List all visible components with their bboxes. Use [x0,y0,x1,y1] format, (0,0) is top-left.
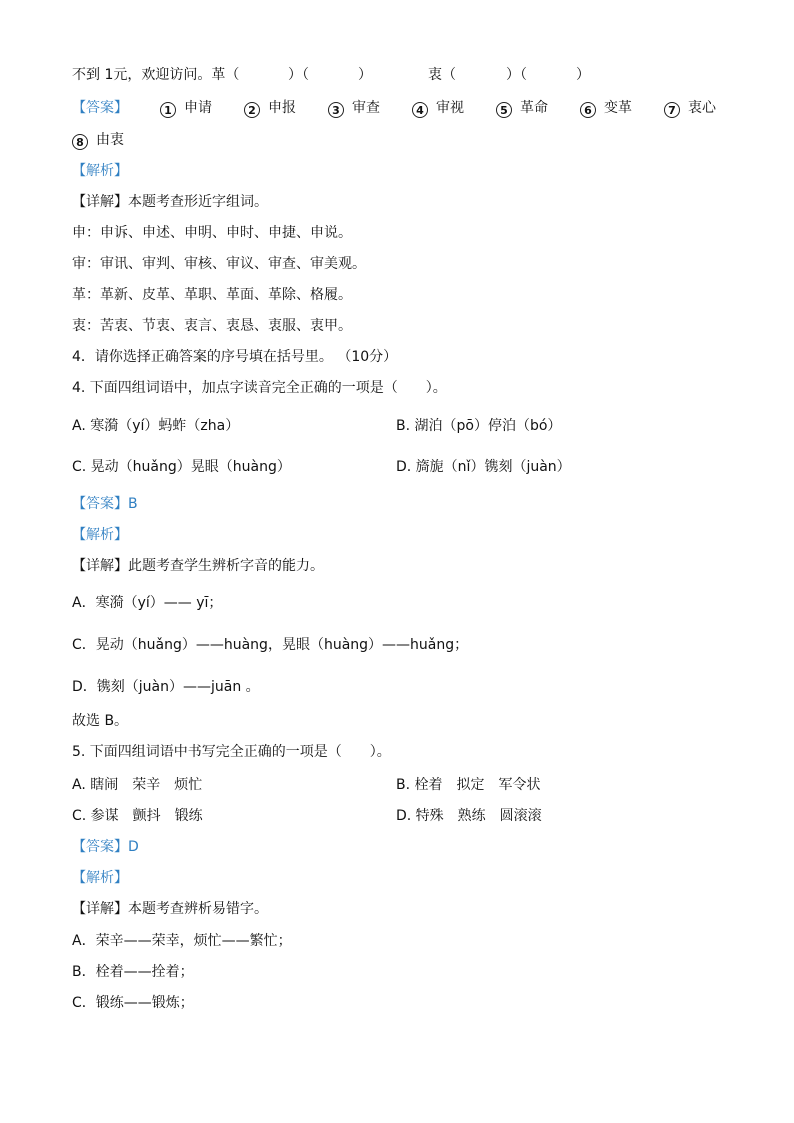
section-heading: 4．请你选择正确答案的序号填在括号里。 （10分） [72,349,398,365]
circled-number: 6 [580,102,596,118]
conclusion: 故选 B。 [72,713,129,729]
answer-text: 审查 [352,100,380,116]
explanation-line: C．晃动（huǎng）——huàng，晃眼（huàng）——huǎng； [72,637,469,653]
answer-item-8 [72,131,124,150]
question-4: 4. 下面四组词语中，加点字读音完全正确的一项是（ ）。 [72,380,447,396]
top-paren-2: ） [358,67,372,83]
explanation-line: B．栓着——拴着； [72,964,194,980]
option-d: D. 旖旎（nǐ）镌刻（juàn） [396,459,571,475]
circled-number: 2 [244,102,260,118]
explanation-line: A．寒漪（yí）—— yī； [72,595,223,611]
circled-number: 7 [664,102,680,118]
detail-heading: 【详解】本题考查形近字组词。 [72,194,268,210]
answer-text: 由衷 [96,132,124,148]
answer-item-6 [580,99,632,118]
answer-item-3 [328,99,380,118]
option-c: C. 晃动（huǎng）晃眼（huàng） [72,459,291,475]
option-b: B. 栓着 拟定 军令状 [396,777,541,793]
explanation-line: 革：革新、皮革、革职、革面、革除、格履。 [72,287,352,303]
top-paren-1: ）（ [288,67,309,83]
option-a: A. 寒漪（yí）蚂蚱（zha） [72,418,240,434]
option-b: B. 湖泊（pō）停泊（bó） [396,418,562,434]
answer-text: 申请 [184,100,212,116]
option-c: C. 参谋 颤抖 锻练 [72,808,203,824]
answer-item-2 [244,99,296,118]
circled-number: 1 [160,102,176,118]
option-a: A. 瞎闹 荣辛 烦忙 [72,777,203,793]
explanation-line: 申：申诉、申述、申明、申时、申捷、申说。 [72,225,352,241]
circled-number: 4 [412,102,428,118]
top-prefix: 不到 1元，欢迎访问。革（ [72,67,240,83]
answer-text: 申报 [268,100,296,116]
circled-number: 8 [72,134,88,150]
explanation-line: C．锻练——锻炼； [72,995,194,1011]
detail-heading: 【详解】此题考查学生辨析字音的能力。 [72,558,324,574]
top-shuai-close: ） [576,67,590,83]
explanation-line: A．荣辛——荣幸，烦忙——繁忙； [72,933,292,949]
answer-text: 革命 [520,100,548,116]
circled-number: 5 [496,102,512,118]
detail-heading: 【详解】本题考查辨析易错字。 [72,901,268,917]
answer-text: 变革 [604,100,632,116]
explanation-line: D．镌刻（juàn）——juān 。 [72,679,260,695]
answer-item-5 [496,99,548,118]
answer-line: 【答案】B [72,496,138,512]
analysis-label: 【解析】 [72,527,128,543]
top-shuai-open: 衷（ [428,67,456,83]
answer-label: 【答案】 [72,100,128,116]
answer-text: 衷心 [688,100,716,116]
answer-item-7 [664,99,716,118]
answer-item-4 [412,99,464,118]
explanation-line: 衷：苦衷、节衷、衷言、衷恳、衷服、衷甲。 [72,318,352,334]
question-5: 5. 下面四组词语中书写完全正确的一项是（ ）。 [72,744,391,760]
circled-number: 3 [328,102,344,118]
analysis-label: 【解析】 [72,870,128,886]
top-shuai-mid: ）（ [506,67,527,83]
answer-line: 【答案】D [72,839,139,855]
answer-item-1 [160,99,212,118]
option-d: D. 特殊 熟练 圆滚滚 [396,808,542,824]
answer-text: 审视 [436,100,464,116]
analysis-label: 【解析】 [72,163,128,179]
explanation-line: 审：审讯、审判、审核、审议、审查、审美观。 [72,256,366,272]
